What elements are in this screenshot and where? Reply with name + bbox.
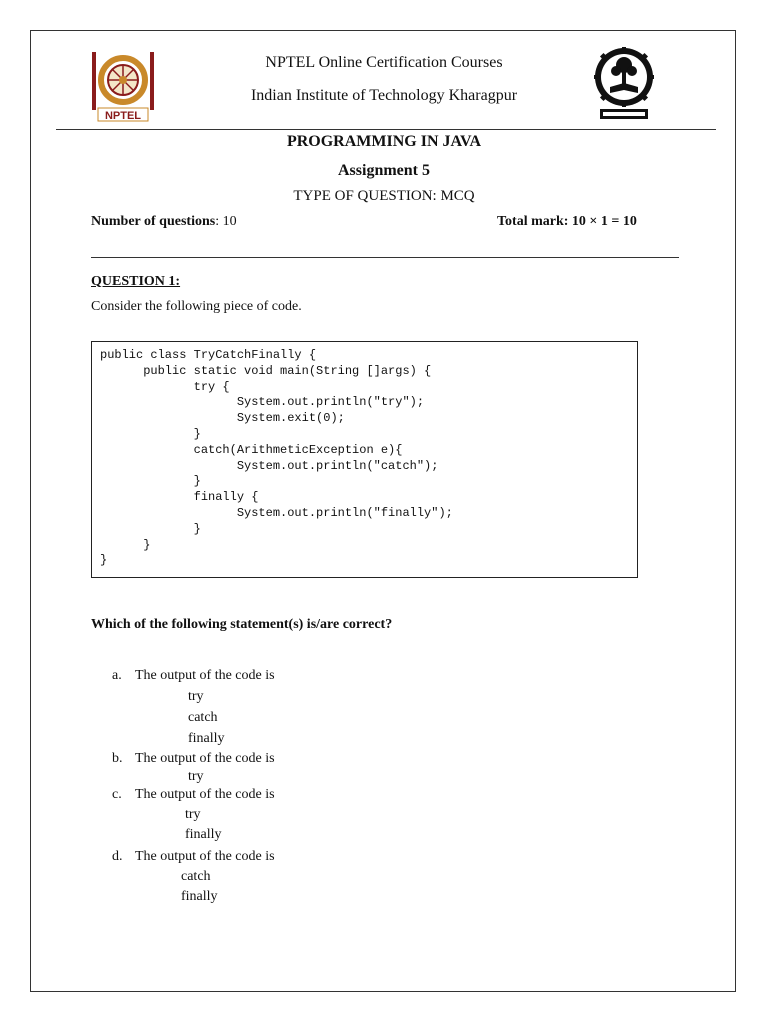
code-line: } [100, 426, 201, 441]
section-divider [91, 257, 679, 258]
option-c-text: The output of the code is [135, 787, 275, 802]
code-line: } [100, 521, 201, 536]
option-b-output-line: try [188, 769, 204, 784]
code-line: } [100, 553, 108, 568]
code-line: System.out.println("catch"); [100, 458, 439, 473]
code-line: finally { [100, 490, 259, 505]
code-line: public static void main(String []args) { [100, 363, 432, 378]
iit-kharagpur-emblem-icon [592, 45, 656, 121]
number-of-questions-value: : 10 [215, 214, 237, 229]
question-intro: Consider the following piece of code. [91, 299, 302, 314]
option-d-text: The output of the code is [135, 849, 275, 864]
option-d-letter: d. [112, 849, 123, 864]
header-divider [56, 129, 716, 130]
course-title: PROGRAMMING IN JAVA [286, 133, 482, 150]
option-d-output-line: catch [181, 869, 211, 884]
option-c-letter: c. [112, 787, 122, 802]
option-a-output-line: finally [188, 731, 225, 746]
code-line: System.out.println("finally"); [100, 505, 453, 520]
question-heading: QUESTION 1: [91, 274, 181, 289]
total-mark: Total mark: 10 × 1 = 10 [497, 214, 637, 229]
option-a-output-line: try [188, 689, 204, 704]
header-line-2: Indian Institute of Technology Kharagpur [250, 87, 518, 104]
code-line: } [100, 474, 201, 489]
question-prompt: Which of the following statement(s) is/are correct? [91, 617, 393, 632]
option-c-output-line: finally [185, 827, 222, 842]
code-line: public class TryCatchFinally { [100, 348, 317, 362]
option-b-text: The output of the code is [135, 751, 275, 766]
nptel-logo-text: NPTEL [104, 110, 142, 122]
header-line-1: NPTEL Online Certification Courses [265, 54, 503, 71]
code-line: System.out.println("try"); [100, 395, 425, 410]
code-line: try { [100, 379, 230, 394]
code-block [91, 341, 638, 578]
option-b-letter: b. [112, 751, 123, 766]
code-line: catch(ArithmeticException e){ [100, 442, 403, 457]
assignment-title: Assignment 5 [337, 162, 430, 179]
code-line: } [100, 537, 151, 552]
code-line: System.exit(0); [100, 411, 345, 426]
option-c-output-line: try [185, 807, 201, 822]
option-a-text: The output of the code is [135, 668, 275, 683]
option-a-letter: a. [112, 668, 122, 683]
option-d-output-line: finally [181, 889, 218, 904]
question-type: TYPE OF QUESTION: MCQ [293, 188, 475, 204]
number-of-questions [91, 214, 237, 230]
number-of-questions-label: Number of questions [91, 214, 216, 229]
option-a-output-line: catch [188, 710, 218, 725]
